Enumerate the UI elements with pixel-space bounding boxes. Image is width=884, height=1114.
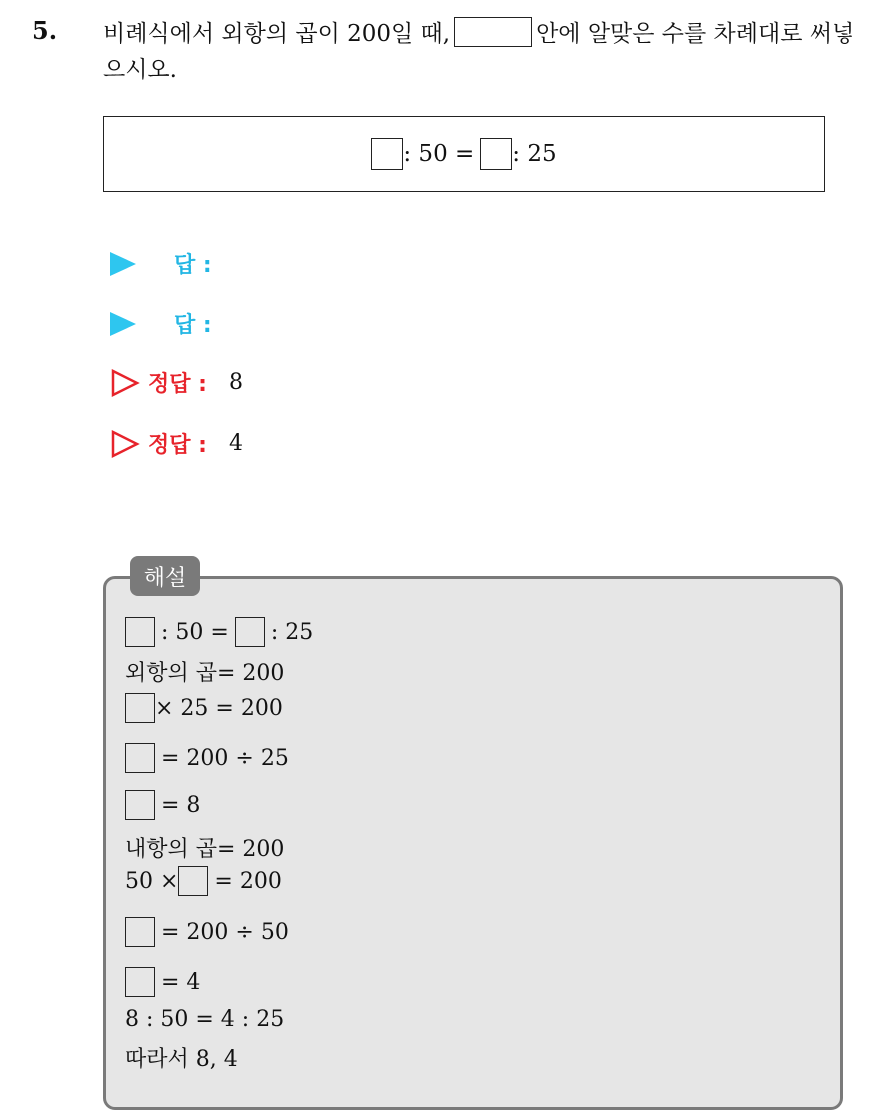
correct-row-1 [110, 367, 243, 398]
explanation-text: = 8 [161, 792, 201, 818]
explanation-line [125, 967, 200, 997]
explanation-tag: 해설 [130, 556, 200, 596]
blank-box [178, 866, 208, 896]
equation-frame [103, 116, 825, 192]
explanation-text: 외항의 곱= 200 [125, 661, 285, 686]
outline-triangle-icon [110, 368, 140, 398]
correct-label: 정답 : [148, 433, 207, 458]
explanation-text: × 25 = 200 [155, 695, 283, 721]
correct-label: 정답 : [148, 372, 207, 397]
explanation-text: = 200 ÷ 50 [161, 919, 289, 945]
explanation-text: 따라서 8, 4 [125, 1047, 238, 1072]
correct-row-2 [110, 428, 243, 459]
answer-label: 답 : [174, 313, 212, 338]
explanation-line [125, 656, 284, 687]
answer-box-1[interactable] [371, 138, 403, 170]
explanation-text: 내항의 곱= 200 [125, 837, 285, 862]
explanation-text: = 200 [214, 868, 282, 894]
question-text [103, 16, 873, 88]
blank-box [125, 917, 155, 947]
play-icon [110, 252, 136, 276]
outline-triangle-icon [110, 429, 140, 459]
answer-row-2[interactable] [110, 308, 212, 339]
question-text-after: 안에 알맞은 수를 차례대로 써넣으시오. [103, 21, 855, 83]
answer-label: 답 : [174, 253, 212, 278]
blank-box [125, 790, 155, 820]
explanation-text: : 25 [270, 619, 314, 645]
equation-part1: : 50 = [403, 141, 475, 167]
explanation-text: : 50 = [161, 619, 229, 645]
blank-box [454, 17, 532, 47]
blank-box [235, 617, 265, 647]
explanation-line [125, 832, 284, 863]
blank-box [125, 617, 155, 647]
explanation-line [125, 693, 283, 723]
explanation-line [125, 917, 289, 947]
question-number: 5. [32, 16, 58, 45]
answer-row-1[interactable] [110, 248, 212, 279]
explanation-line [125, 1007, 284, 1032]
play-icon [110, 312, 136, 336]
explanation-line [125, 866, 282, 896]
blank-box [125, 967, 155, 997]
blank-box [125, 693, 155, 723]
explanation-text: = 4 [161, 969, 201, 995]
explanation-line [125, 743, 289, 773]
explanation-line [125, 790, 200, 820]
answer-box-2[interactable] [480, 138, 512, 170]
blank-box [125, 743, 155, 773]
correct-value: 4 [228, 431, 243, 456]
explanation-text: 50 × [125, 868, 179, 894]
explanation-line [125, 617, 313, 647]
question-text-before: 비례식에서 외항의 곱이 200일 때, [103, 21, 451, 47]
explanation-text: = 200 ÷ 25 [161, 745, 289, 771]
correct-value: 8 [228, 370, 243, 395]
explanation-text: 8 : 50 = 4 : 25 [125, 1007, 285, 1032]
explanation-line [125, 1042, 238, 1073]
equation-part2: : 25 [512, 141, 557, 167]
